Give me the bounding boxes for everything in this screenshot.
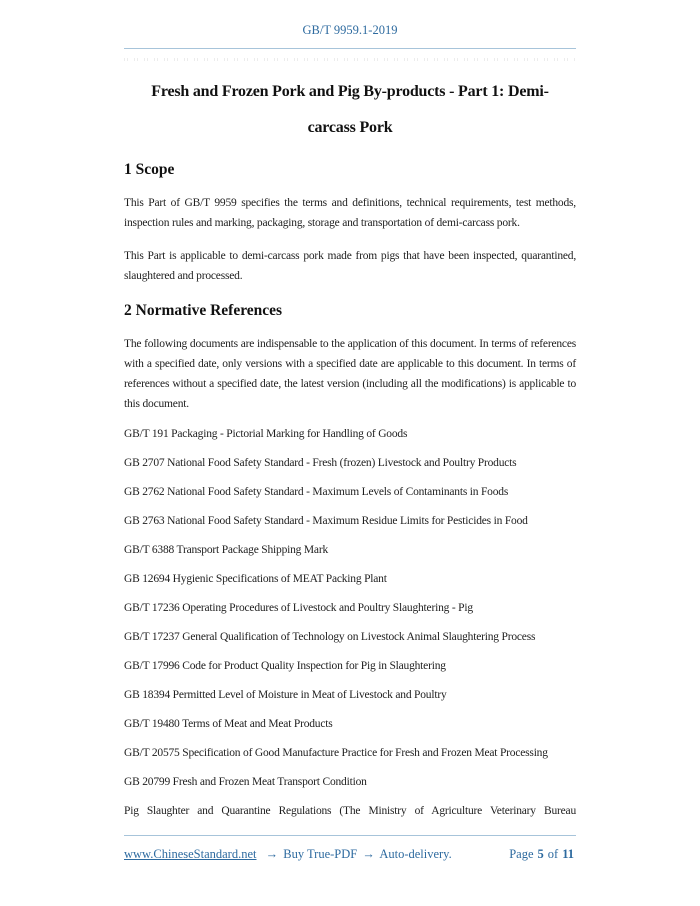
header-doc-code: GB/T 9959.1-2019 [302,23,398,37]
total-pages: 11 [562,847,574,861]
reference-item: GB 12694 Hygienic Specifications of MEAT Packing Plant [124,573,387,585]
of-label: of [547,847,559,861]
reference-item: GB/T 6388 Transport Package Shipping Mark [124,544,329,556]
page-number: 5 [537,847,544,861]
page-label: Page [509,847,534,861]
reference-item: GB 2763 National Food Safety Standard - Maximum Residue Limits for Pesticides in Food [124,515,528,527]
reference-item: GB/T 17236 Operating Procedures of Livestock and Poultry Slaughtering - Pig [124,602,473,614]
reference-item: GB 2707 National Food Safety Standard - Fresh (frozen) Livestock and Poultry Products [124,457,517,469]
document-title-line-2: carcass Pork [307,119,393,136]
footer-buy-label: Buy True-PDF [283,847,358,861]
reference-item: GB 2762 National Food Safety Standard - Maximum Levels of Contaminants in Foods [124,486,509,498]
section-heading-normative-references: 2 Normative References [124,302,283,319]
arrow-icon: → [265,847,279,861]
arrow-icon: → [362,847,375,861]
reference-item: GB 18394 Permitted Level of Moisture in Meat of Livestock and Poultry [124,689,447,701]
page-indicator [507,847,576,862]
header-rule [124,48,576,49]
reference-item: GB/T 19480 Terms of Meat and Meat Products [124,718,333,730]
normative-references-paragraph: The following documents are indispensable to the application of this document. In terms of references with a specified date, only versions with a specified date are applicable to this document. In terms of references without a specified date, the latest version (including all the modifications) is applicable to this document. [124,338,576,410]
reference-item: GB/T 191 Packaging - Pictorial Marking for Handling of Goods [124,428,408,440]
section-heading-scope: 1 Scope [124,161,175,178]
document-title [124,74,576,146]
reference-item: GB 20799 Fresh and Frozen Meat Transport Condition [124,776,367,788]
reference-list [124,424,576,821]
watermark-dots [124,58,576,61]
footer-delivery-label: Auto-delivery. [379,847,452,861]
reference-item: Pig Slaughter and Quarantine Regulations (The Ministry of Agriculture Veterinary Bureau [124,805,576,817]
reference-item: GB/T 17996 Code for Product Quality Inspection for Pig in Slaughtering [124,660,446,672]
document-title-line-1: Fresh and Frozen Pork and Pig By-products - Part 1: Demi- [151,83,549,100]
scope-paragraph: This Part is applicable to demi-carcass pork made from pigs that have been inspected, quarantined, slaughtered and processed. [124,250,576,282]
website-link[interactable]: www.ChineseStandard.net [124,847,257,861]
footer-left [124,847,454,862]
page-footer [124,835,576,862]
reference-item: GB/T 20575 Specification of Good Manufacture Practice for Fresh and Frozen Meat Processing [124,747,548,759]
page-content [0,22,700,821]
reference-item: GB/T 17237 General Qualification of Technology on Livestock Animal Slaughtering Process [124,631,536,643]
scope-paragraph: This Part of GB/T 9959 specifies the terms and definitions, technical requirements, test methods, inspection rules and marking, packaging, storage and transportation of demi-carcass pork. [124,197,576,229]
